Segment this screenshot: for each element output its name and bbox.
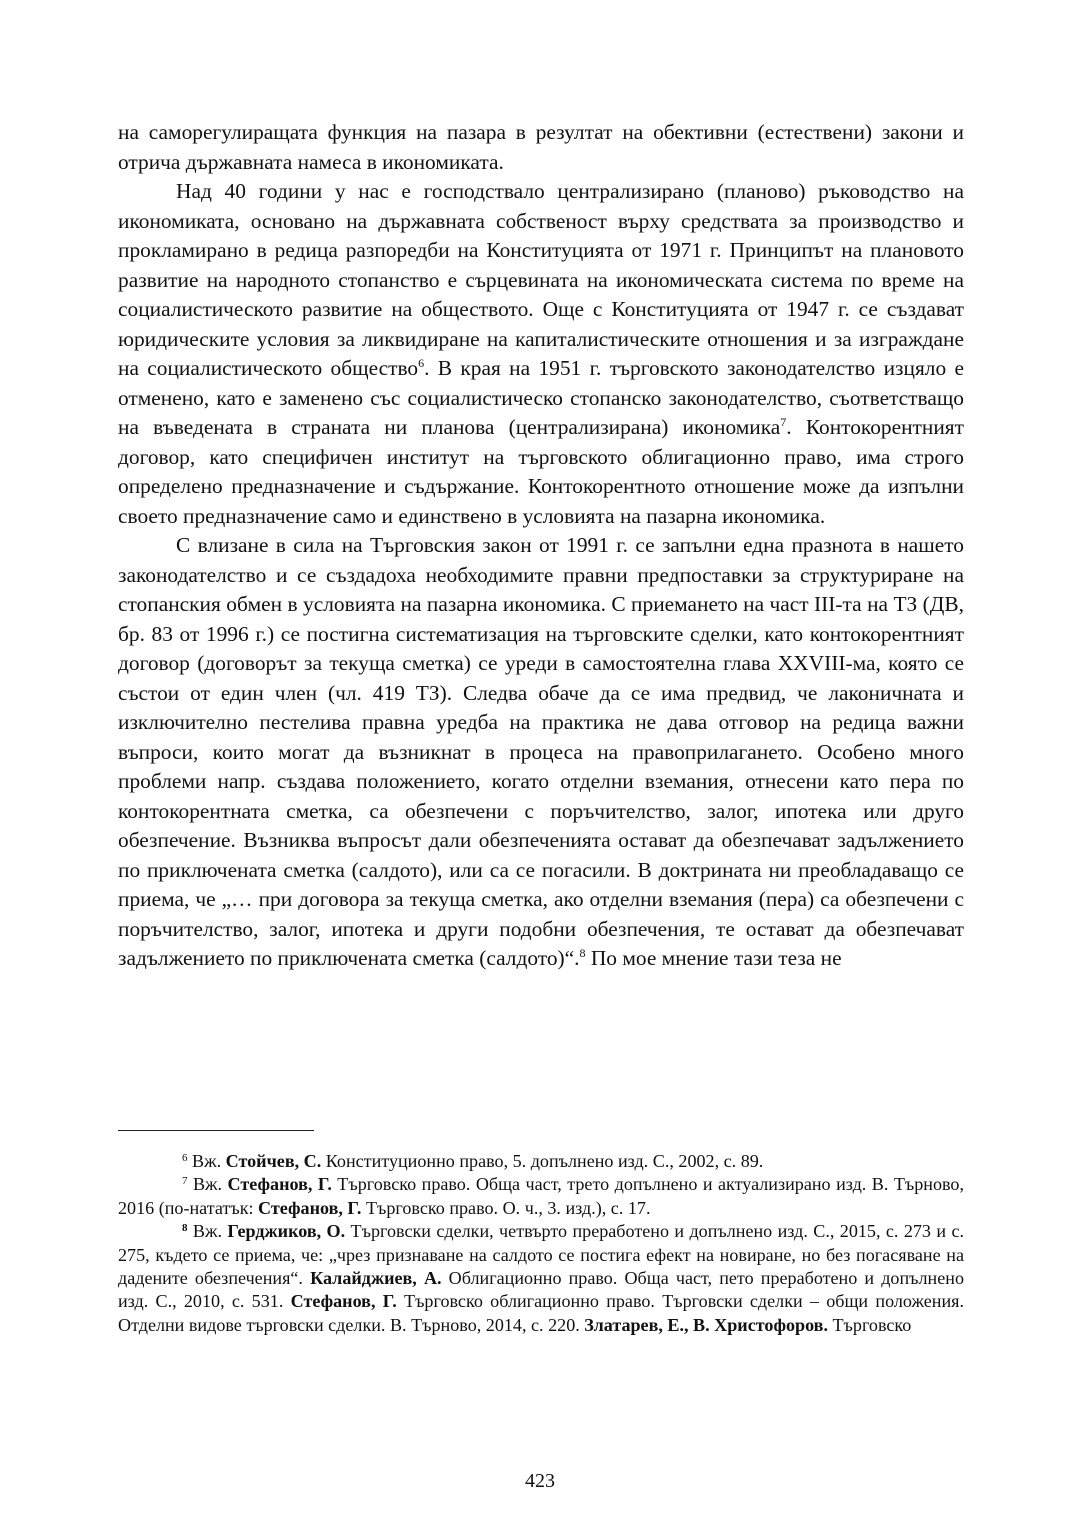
footnote-text: Облигационно право. Обща част, пето преработено и допълнено изд. С., 2010, с. 531. — [118, 1268, 964, 1312]
footnote-author: Калайджиев, А. — [310, 1268, 442, 1289]
paragraph-2 — [118, 177, 964, 531]
footnote-separator — [118, 1130, 314, 1131]
paragraph-2-text-a: Над 40 години у нас е господствало централизирано (планово) ръководство на икономиката, основано на държавната собственост върху средствата за производство и прокламирано в редица разпоредби на Конституцията от 1971 г. Принципът на плановото развитие на народното стопанство е сърцевината на икономическата система по време на социалистическото развитие на обществото. Още с Конституцията от 1947 г. се създават юридическите условия за ликвидиране на капиталистическите отношения и за изграждане на социалистическото общество — [118, 179, 964, 380]
footnote-ref-7[interactable]: 7 — [780, 415, 787, 429]
page-body — [118, 118, 964, 974]
footnote-7 — [118, 1173, 964, 1220]
footnote-author: Герджиков, О. — [227, 1221, 346, 1242]
paragraph-1-text: на саморегулиращата функция на пазара в резултат на обективни (естествени) закони и отрича държавната намеса в икономиката. — [118, 120, 964, 174]
footnote-number: 8 — [182, 1222, 188, 1235]
paragraph-2-text-b: . В края на 1951 г. търговското законодателство изцяло е отменено, като е заменено със социалистическо стопанско законодателство, съответстващо на въведената в страната ни планова (централизирана) икономика — [118, 356, 964, 439]
footnote-ref-6[interactable]: 6 — [418, 356, 425, 370]
footnote-ref-8[interactable]: 8 — [579, 946, 586, 960]
paragraph-3 — [118, 531, 964, 974]
footnote-number: 7 — [182, 1175, 188, 1188]
footnotes — [118, 1150, 964, 1337]
footnote-text: Търговски сделки, четвърто преработено и допълнено изд. С., 2015, с. 273 и с. 275, където се приема, че: „чрез признаване на салдото се постига ефект на новиране, но без погасяване на дадените обезпечения“. — [118, 1221, 965, 1289]
footnote-author: Стойчев, С. — [225, 1151, 322, 1171]
footnote-text: Вж. — [187, 1221, 228, 1242]
footnote-author: Стефанов, Г. — [227, 1174, 332, 1195]
footnote-8 — [118, 1220, 964, 1337]
footnote-text: Вж. — [187, 1151, 226, 1171]
footnote-text: Търговско право. Обща част, трето допълнено и актуализирано изд. В. Търново, 2016 (по-нататък: — [118, 1174, 964, 1218]
footnote-text: Търговско облигационно право. Търговски сделки – общи положения. Отделни видове търговски сделки. В. Търново, 2014, с. 220. — [118, 1291, 965, 1335]
footnote-author: Стефанов, Г. — [258, 1197, 362, 1218]
paragraph-3-text-a: С влизане в сила на Търговския закон от 1991 г. се запълни една празнота в нашето законодателство и се създадоха необходимите правни предпоставки за структуриране на стопанския обмен в условията на пазарна икономика. С приемането на част III-та на ТЗ (ДВ, бр. 83 от 1996 г.) се постигна систематизация на търговските сделки, като контокорентният договор (договорът за текуща сметка) се уреди в самостоятелна глава XXVIII-ма, която се състои от един член (чл. 419 ТЗ). Следва обаче да се има предвид, че лаконичната и изключително пестелива правна уредба на практика не дава отговор на редица важни въпроси, които могат да възникнат в процеса на правоприлагането. Особено много проблеми напр. създава положението, когато отделни вземания, отнесени като пера по контокорентната сметка, са обезпечени с поръчителство, залог, ипотека или друго обезпечение. Възниква въпросът дали обезпеченията остават да обезпечават задължението по приключената сметка (салдото), или са се погасили. В доктрината ни преобладаващо се приема, че „… при договора за текуща сметка, ако отделни вземания (пера) са обезпечени с поръчителство, залог, ипотека и други подобни обезпечения, те остават да обезпечават задължението по приключената сметка (салдото)“. — [118, 533, 964, 970]
footnote-text: Търговско — [827, 1314, 912, 1335]
footnote-text: Конституционно право, 5. допълнено изд. С., 2002, с. 89. — [321, 1151, 764, 1171]
paragraph-1 — [118, 118, 964, 177]
footnote-number: 6 — [182, 1152, 188, 1164]
footnote-text: Вж. — [187, 1174, 228, 1195]
page-number: 423 — [525, 1470, 555, 1492]
paragraph-3-text-b: По мое мнение тази теза не — [585, 946, 842, 970]
footnote-author: Стефанов, Г. — [290, 1291, 397, 1312]
paragraph-2-text-c: . Контокорентният договор, като специфичен институт на търговското облигационно право, има строго определено предназначение и съдържание. Контокорентното отношение може да изпълни своето предназначение само и единствено в условията на пазарна икономика. — [118, 415, 964, 528]
main-text — [118, 118, 964, 974]
footnote-6 — [118, 1150, 964, 1173]
footnote-text: Търговско право. О. ч., 3. изд.), с. 17. — [361, 1197, 651, 1218]
footnote-author: Златарев, Е., В. Христофоров. — [584, 1314, 828, 1335]
